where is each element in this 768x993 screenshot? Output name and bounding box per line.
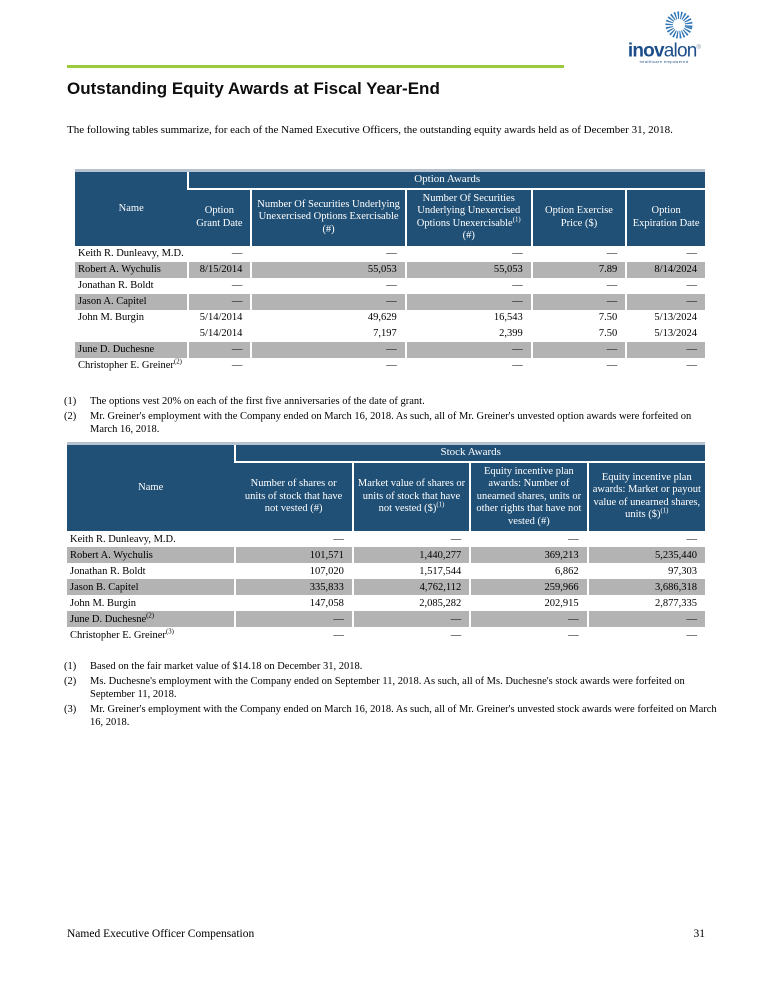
value-cell: — <box>406 246 532 262</box>
name-cell: June D. Duchesne <box>75 342 188 358</box>
footnote-marker: (1) <box>64 396 77 407</box>
value-cell: — <box>251 278 405 294</box>
value-cell: — <box>626 342 705 358</box>
value-cell: — <box>532 246 627 262</box>
value-cell: 7.50 <box>532 326 627 342</box>
name-cell <box>75 326 188 342</box>
column-header: Number Of Securities Underlying Unexercised Options Unexercisable$^{(1)}$ (#) <box>406 189 532 246</box>
table-row <box>67 531 705 547</box>
name-cell: Robert A. Wychulis <box>75 262 188 278</box>
table-row <box>67 547 705 563</box>
value-cell: — <box>532 278 627 294</box>
value-cell: — <box>251 342 405 358</box>
column-header-name: Name <box>75 171 188 246</box>
value-cell: 55,053 <box>406 262 532 278</box>
value-cell: 202,915 <box>470 595 587 611</box>
value-cell: 7,197 <box>251 326 405 342</box>
value-cell: — <box>588 627 705 643</box>
value-cell: — <box>251 294 405 310</box>
value-cell: — <box>353 611 470 627</box>
stock-awards-footnotes <box>64 660 721 731</box>
footnote-item <box>64 395 721 409</box>
value-cell: — <box>251 358 405 374</box>
table-row <box>67 563 705 579</box>
value-cell: 8/15/2014 <box>188 262 251 278</box>
footer-section-title: Named Executive Officer Compensation <box>67 928 255 940</box>
value-cell: 5/13/2024 <box>626 326 705 342</box>
column-header: Number Of Securities Underlying Unexercised Options Exercisable (#) <box>251 189 405 246</box>
value-cell: 369,213 <box>470 547 587 563</box>
logo-tagline: healthcare empowered <box>639 59 689 65</box>
table-row <box>75 278 705 294</box>
value-cell: 2,085,282 <box>353 595 470 611</box>
value-cell: — <box>470 627 587 643</box>
value-cell: 5/14/2014 <box>188 310 251 326</box>
stock-awards-table <box>67 442 705 643</box>
value-cell: — <box>532 358 627 374</box>
table-row <box>75 342 705 358</box>
value-cell: 1,440,277 <box>353 547 470 563</box>
value-cell: 1,517,544 <box>353 563 470 579</box>
value-cell: — <box>353 531 470 547</box>
value-cell: 16,543 <box>406 310 532 326</box>
value-cell: — <box>532 294 627 310</box>
value-cell: 4,762,112 <box>353 579 470 595</box>
stock-awards-table-container <box>67 442 705 643</box>
value-cell: — <box>588 531 705 547</box>
value-cell: 259,966 <box>470 579 587 595</box>
name-cell: Jason A. Capitel <box>75 294 188 310</box>
value-cell: — <box>188 294 251 310</box>
value-cell: — <box>353 627 470 643</box>
name-cell: Keith R. Dunleavy, M.D. <box>78 248 184 259</box>
footnote-text: Based on the fair market value of $14.18 on December 31, 2018. <box>90 661 363 672</box>
footnote-marker: (2) <box>64 675 77 687</box>
stock-awards-table-body <box>67 531 705 643</box>
group-header: Option Awards <box>188 171 705 189</box>
footnote-item <box>64 410 721 437</box>
footnote-text: Ms. Duchesne's employment with the Company ended on September 11, 2018. As such, all of Ms. Duchesne's stock awards were forfeited on September 11, 2018. <box>90 675 685 700</box>
footnote-item <box>64 675 721 702</box>
value-cell: — <box>235 627 352 643</box>
footnote-item <box>64 703 721 730</box>
value-cell: 7.50 <box>532 310 627 326</box>
column-header: Market value of shares or units of stock that have not vested ($)$^{(1)}$ <box>353 462 470 532</box>
value-cell: — <box>188 358 251 374</box>
name-cell: Christopher E. Greiner$^{(2)}$ <box>78 358 182 371</box>
value-cell: — <box>188 278 251 294</box>
footnote-marker: (1) <box>64 661 77 672</box>
table-row <box>75 310 705 326</box>
value-cell: 147,058 <box>235 595 352 611</box>
name-cell: John M. Burgin <box>78 312 145 323</box>
value-cell: 3,686,318 <box>588 579 705 595</box>
value-cell: — <box>235 531 352 547</box>
option-awards-footnotes <box>64 395 721 438</box>
name-cell: John M. Burgin <box>70 597 137 609</box>
value-cell: 107,020 <box>235 563 352 579</box>
value-cell: 101,571 <box>235 547 352 563</box>
column-header: Equity incentive plan awards: Market or payout value of unearned shares, units ($)$^{(1)}$ <box>588 462 705 532</box>
inovalon-swirl-icon <box>662 10 696 40</box>
table-row <box>67 579 705 595</box>
name-cell: Jonathan R. Boldt <box>78 280 154 291</box>
value-cell: — <box>406 358 532 374</box>
value-cell: — <box>235 611 352 627</box>
footnote-marker: (2) <box>64 410 77 422</box>
column-header: Number of shares or units of stock that have not vested (#) <box>235 462 352 532</box>
table-row <box>75 294 705 310</box>
footnote-text: Mr. Greiner's employment with the Company ended on March 16, 2018. As such, all of Mr. Greiner's unvested option awards were forfeited on March 16, 2018. <box>90 410 692 435</box>
option-awards-table-container <box>75 169 705 374</box>
table-row <box>75 262 705 278</box>
name-cell: June D. Duchesne$^{(2)}$ <box>67 611 235 627</box>
value-cell: 6,862 <box>470 563 587 579</box>
page-title: Outstanding Equity Awards at Fiscal Year-End <box>67 79 440 98</box>
logo-wordmark: inovalon® <box>627 40 701 62</box>
value-cell: — <box>626 294 705 310</box>
footnote-text: The options vest 20% on each of the first five anniversaries of the date of grant. <box>90 396 425 407</box>
value-cell: 5/14/2014 <box>188 326 251 342</box>
name-cell: Jason B. Capitel <box>67 579 235 595</box>
group-header: Stock Awards <box>235 444 705 462</box>
name-cell: Keith R. Dunleavy, M.D. <box>70 533 176 545</box>
column-header: Equity incentive plan awards: Number of unearned shares, units or other rights that have not vested (#) <box>470 462 587 532</box>
value-cell: — <box>626 358 705 374</box>
table-row <box>67 595 705 611</box>
value-cell: — <box>188 342 251 358</box>
table-row <box>67 627 705 643</box>
table-row <box>75 358 705 374</box>
table-row <box>75 326 705 342</box>
value-cell: — <box>588 611 705 627</box>
value-cell: — <box>626 246 705 262</box>
footnote-item <box>64 660 721 674</box>
value-cell: — <box>470 611 587 627</box>
option-awards-table-header <box>75 171 705 246</box>
footer-page-number: 31 <box>693 928 705 940</box>
value-cell: — <box>532 342 627 358</box>
option-awards-table <box>75 169 705 374</box>
footnote-marker: (3) <box>64 703 77 715</box>
value-cell: 335,833 <box>235 579 352 595</box>
name-cell: Christopher E. Greiner$^{(3)}$ <box>70 628 174 641</box>
column-header-name: Name <box>67 444 235 532</box>
footnote-text: Mr. Greiner's employment with the Company ended on March 16, 2018. As such, all of Mr. Greiner's unvested stock awards were forfeited on March 16, 2018. <box>90 703 717 728</box>
intro-paragraph: The following tables summarize, for each of the Named Executive Officers, the outstanding equity awards held as of December 31, 2018. <box>67 124 673 136</box>
section-divider-rule <box>67 65 564 68</box>
table-row <box>75 246 705 262</box>
value-cell: — <box>251 246 405 262</box>
value-cell: — <box>188 246 251 262</box>
value-cell: — <box>406 294 532 310</box>
page-footer <box>67 928 705 940</box>
value-cell: — <box>626 278 705 294</box>
column-header: Option Grant Date <box>188 189 251 246</box>
value-cell: 8/14/2024 <box>626 262 705 278</box>
stock-awards-table-header <box>67 444 705 532</box>
value-cell: — <box>406 342 532 358</box>
value-cell: 49,629 <box>251 310 405 326</box>
name-cell: Robert A. Wychulis <box>67 547 235 563</box>
value-cell: 97,303 <box>588 563 705 579</box>
value-cell: 7.89 <box>532 262 627 278</box>
value-cell: — <box>470 531 587 547</box>
value-cell: 5/13/2024 <box>626 310 705 326</box>
table-row <box>67 611 705 627</box>
inovalon-logo <box>618 10 710 64</box>
value-cell: — <box>406 278 532 294</box>
column-header: Option Expiration Date <box>626 189 705 246</box>
name-cell: Jonathan R. Boldt <box>70 565 146 577</box>
value-cell: 2,399 <box>406 326 532 342</box>
column-header: Option Exercise Price ($) <box>532 189 627 246</box>
value-cell: 55,053 <box>251 262 405 278</box>
option-awards-table-body <box>75 246 705 374</box>
value-cell: 2,877,335 <box>588 595 705 611</box>
value-cell: 5,235,440 <box>588 547 705 563</box>
